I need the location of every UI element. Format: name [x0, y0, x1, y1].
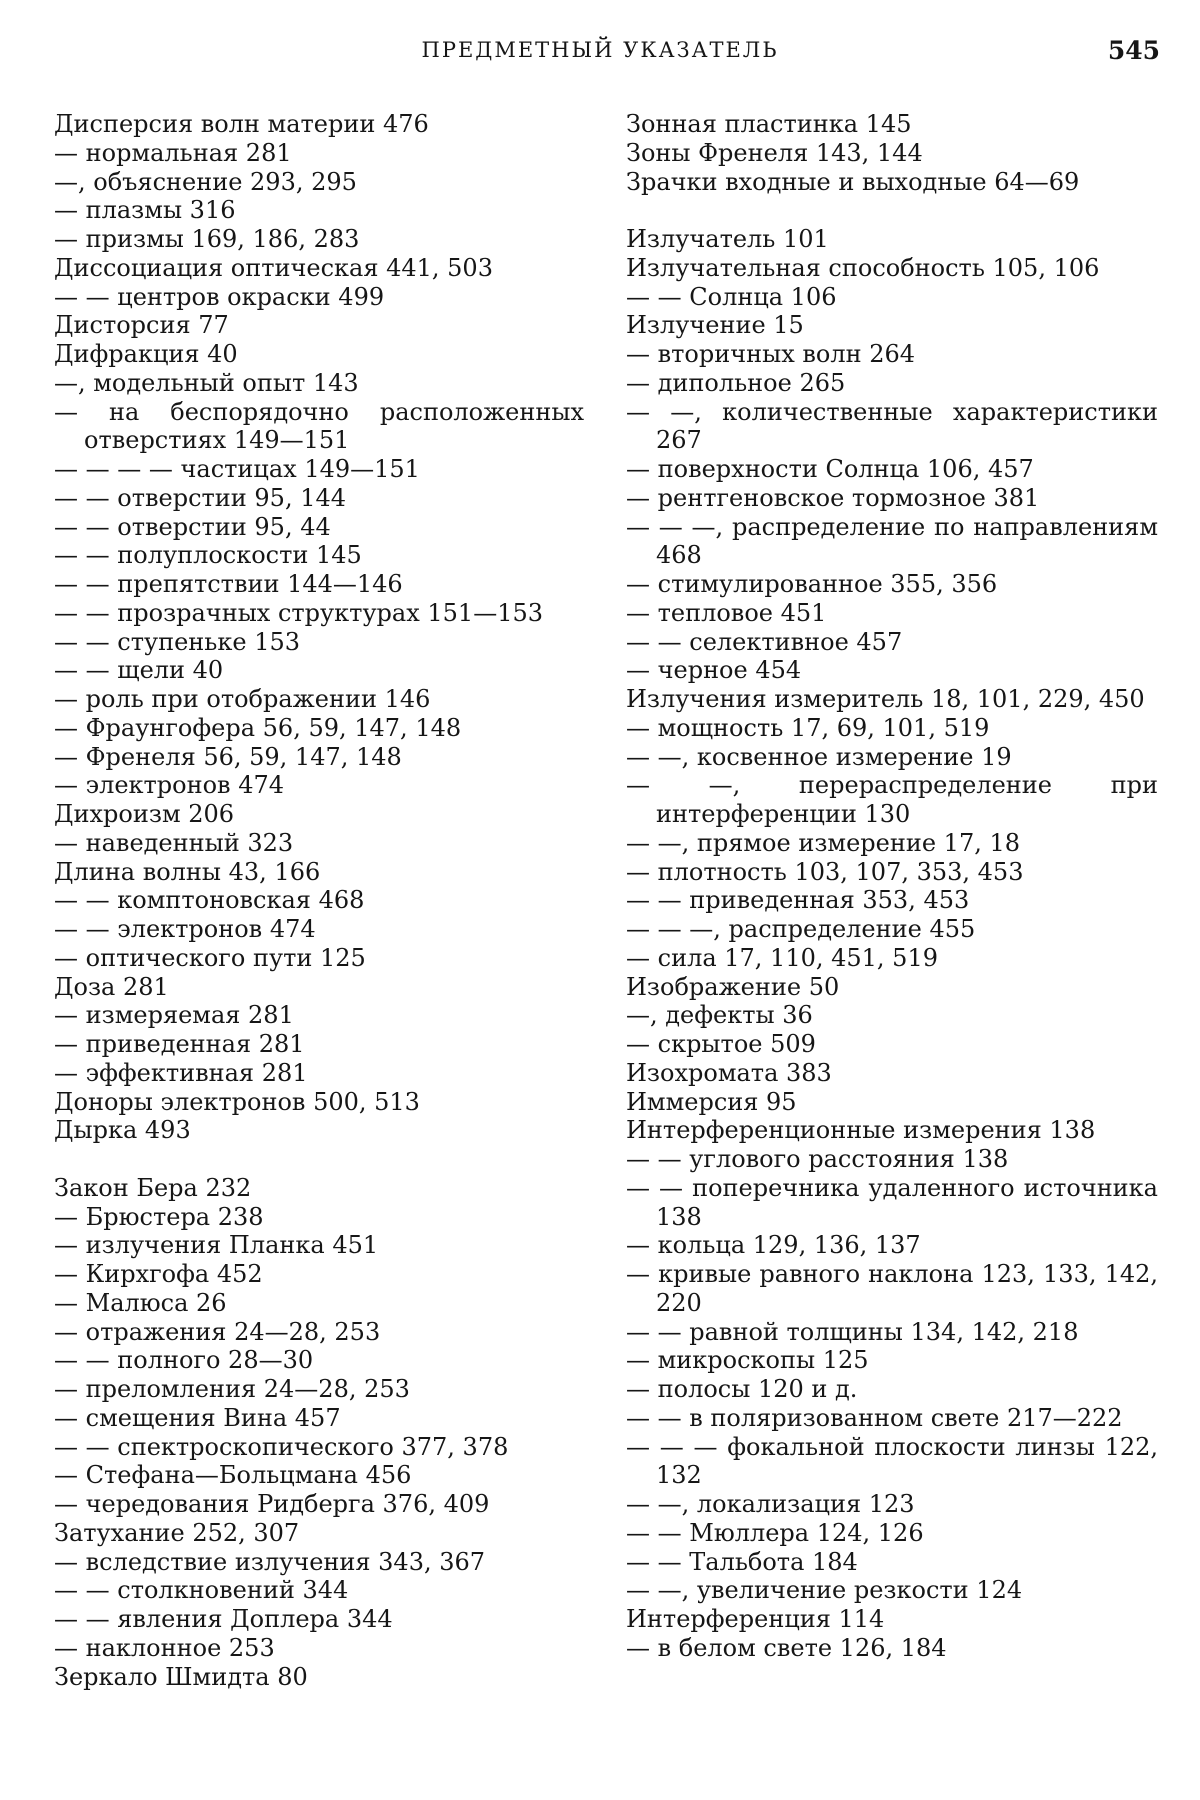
index-entry: — кольца 129, 136, 137	[626, 1231, 921, 1260]
index-entry: Иммерсия 95	[626, 1087, 797, 1116]
index-entry: — — — фокальной плоскости линзы 122, 132	[626, 1432, 1158, 1490]
index-entry: — скрытое 509	[626, 1030, 816, 1058]
index-entry: — — столкновений 344	[54, 1576, 349, 1605]
index-entry: — — центров окраски 499	[54, 282, 385, 311]
index-entry: Излучатель 101	[626, 225, 829, 253]
index-entry: Длина волны 43, 166	[54, 857, 321, 886]
index-entry: Дихроизм 206	[54, 800, 235, 828]
index-entry: — —, локализация 123	[626, 1490, 915, 1518]
index-entry: — вследствие излучения 343, 367	[54, 1547, 486, 1576]
index-entry: — мощность 17, 69, 101, 519	[626, 713, 990, 742]
index-entry: — вторичных волн 264	[626, 340, 915, 368]
index-entry: — — спектроскопического 377, 378	[54, 1432, 509, 1461]
index-entry: — роль при отображении 146	[54, 685, 431, 713]
index-entry: — дипольное 265	[626, 368, 846, 397]
index-entry: — — поперечника удаленного источника 138	[626, 1173, 1158, 1231]
index-entry: — — равной толщины 134, 142, 218	[626, 1317, 1079, 1346]
index-entry: — —, количественные характеристики 267	[626, 397, 1158, 455]
index-entry: — оптического пути 125	[54, 943, 366, 972]
index-column-right	[626, 110, 1158, 1663]
index-entry: — —, косвенное измерение 19	[626, 742, 1012, 771]
index-entry: — плотность 103, 107, 353, 453	[626, 857, 1024, 886]
index-entry: — поверхности Солнца 106, 457	[626, 455, 1034, 483]
index-entry: — — явления Доплера 344	[54, 1605, 393, 1633]
index-entry: Зеркало Шмидта 80	[54, 1662, 308, 1691]
index-entry: — в белом свете 126, 184	[626, 1633, 947, 1662]
index-entry: — — отверстии 95, 144	[54, 483, 347, 512]
index-entry: Изохромата 383	[626, 1058, 832, 1087]
index-entry: Зрачки входные и выходные 64—69	[626, 167, 1080, 196]
index-entry: — наклонное 253	[54, 1633, 275, 1662]
index-entry: — — комптоновская 468	[54, 886, 365, 915]
index-entry: Излучение 15	[626, 311, 804, 340]
index-entry: — — Солнца 106	[626, 282, 837, 311]
index-entry: — — в поляризованном свете 217—222	[626, 1403, 1123, 1432]
index-entry: — — углового расстояния 138	[626, 1145, 1009, 1173]
index-entry: — Брюстера 238	[54, 1202, 264, 1231]
index-entry: — измеряемая 281	[54, 1001, 294, 1030]
index-entry: — — ступеньке 153	[54, 627, 300, 656]
index-entry: — — полного 28—30	[54, 1346, 314, 1375]
index-entry: — — приведенная 353, 453	[626, 886, 970, 915]
index-entry: — плазмы 316	[54, 196, 236, 225]
page-number: 545	[1107, 36, 1160, 65]
index-entry: — приведенная 281	[54, 1030, 305, 1058]
index-entry: Зонная пластинка 145	[626, 110, 912, 138]
index-entry: —, дефекты 36	[626, 1001, 813, 1030]
index-entry: Зоны Френеля 143, 144	[626, 138, 923, 167]
index-entry: —, объяснение 293, 295	[54, 167, 357, 196]
index-entry: — черное 454	[626, 656, 802, 685]
index-entry: — чередования Ридберга 376, 409	[54, 1490, 490, 1518]
index-entry: — —, увеличение резкости 124	[626, 1576, 1023, 1605]
index-entry: — призмы 169, 186, 283	[54, 225, 360, 253]
index-entry: — —, прямое измерение 17, 18	[626, 828, 1021, 857]
index-entry: Интерференция 114	[626, 1605, 885, 1633]
section-gap	[54, 1145, 584, 1174]
index-entry: — — Мюллера 124, 126	[626, 1518, 924, 1547]
index-entry: Затухание 252, 307	[54, 1518, 300, 1547]
index-entry: Доза 281	[54, 972, 169, 1001]
running-title: ПРЕДМЕТНЫЙ УКАЗАТЕЛЬ	[421, 38, 779, 62]
index-entry: — Фраунгофера 56, 59, 147, 148	[54, 713, 462, 742]
index-entry: Дисторсия 77	[54, 311, 229, 340]
index-entry: Доноры электронов 500, 513	[54, 1087, 420, 1116]
section-gap	[626, 196, 1158, 225]
index-entry: — — отверстии 95, 44	[54, 512, 331, 541]
index-entry: — отражения 24—28, 253	[54, 1317, 381, 1346]
index-entry: — рентгеновское тормозное 381	[626, 483, 1040, 512]
index-entry: Изображение 50	[626, 972, 840, 1001]
index-entry: — излучения Планка 451	[54, 1231, 379, 1260]
index-column-left	[54, 110, 584, 1691]
index-entry: — Френеля 56, 59, 147, 148	[54, 742, 402, 771]
index-entry: Дырка 493	[54, 1116, 191, 1145]
index-entry: — Кирхгофа 452	[54, 1260, 263, 1288]
index-entry: —, модельный опыт 143	[54, 368, 359, 397]
index-entry: — наведенный 323	[54, 828, 294, 857]
index-entry: — стимулированное 355, 356	[626, 570, 998, 598]
index-entry: — — — — частицах 149—151	[54, 455, 420, 483]
index-entry: — — электронов 474	[54, 915, 316, 943]
index-entry: Интерференционные измерения 138	[626, 1116, 1096, 1145]
index-entry: — — полуплоскости 145	[54, 541, 362, 570]
index-entry: — — щели 40	[54, 656, 224, 685]
index-entry: — — —, распределение по направлениям 468	[626, 512, 1158, 570]
index-entry: Дифракция 40	[54, 340, 238, 368]
index-entry: — —, перераспределение при интерференции 130	[626, 771, 1158, 828]
index-entry: — — препятствии 144—146	[54, 570, 403, 598]
index-entry: Излучательная способность 105, 106	[626, 253, 1100, 282]
index-entry: Дисперсия волн материи 476	[54, 110, 429, 138]
index-entry: — — селективное 457	[626, 627, 903, 656]
index-entry: — сила 17, 110, 451, 519	[626, 943, 938, 972]
index-entry: Излучения измеритель 18, 101, 229, 450	[626, 685, 1145, 713]
index-entry: Закон Бера 232	[54, 1173, 252, 1202]
index-entry: — смещения Вина 457	[54, 1403, 341, 1432]
index-entry: — тепловое 451	[626, 598, 827, 627]
index-entry: — нормальная 281	[54, 138, 292, 167]
index-entry: — микроскопы 125	[626, 1346, 869, 1375]
index-entry: — Стефана—Больцмана 456	[54, 1461, 412, 1490]
index-entry: — Малюса 26	[54, 1288, 227, 1317]
index-entry: Диссоциация оптическая 441, 503	[54, 253, 493, 282]
index-entry: — — Тальбота 184	[626, 1547, 858, 1576]
index-entry: — — прозрачных структурах 151—153	[54, 598, 544, 627]
index-entry: — эффективная 281	[54, 1058, 308, 1087]
index-entry: — преломления 24—28, 253	[54, 1375, 410, 1403]
index-entry: — электронов 474	[54, 771, 285, 800]
index-entry: — кривые равного наклона 123, 133, 142, 220	[626, 1260, 1158, 1317]
index-entry: — на беспорядочно расположенных отверстиях 149—151	[54, 397, 584, 455]
index-entry: — — —, распределение 455	[626, 915, 976, 943]
index-entry: — полосы 120 и д.	[626, 1375, 858, 1403]
